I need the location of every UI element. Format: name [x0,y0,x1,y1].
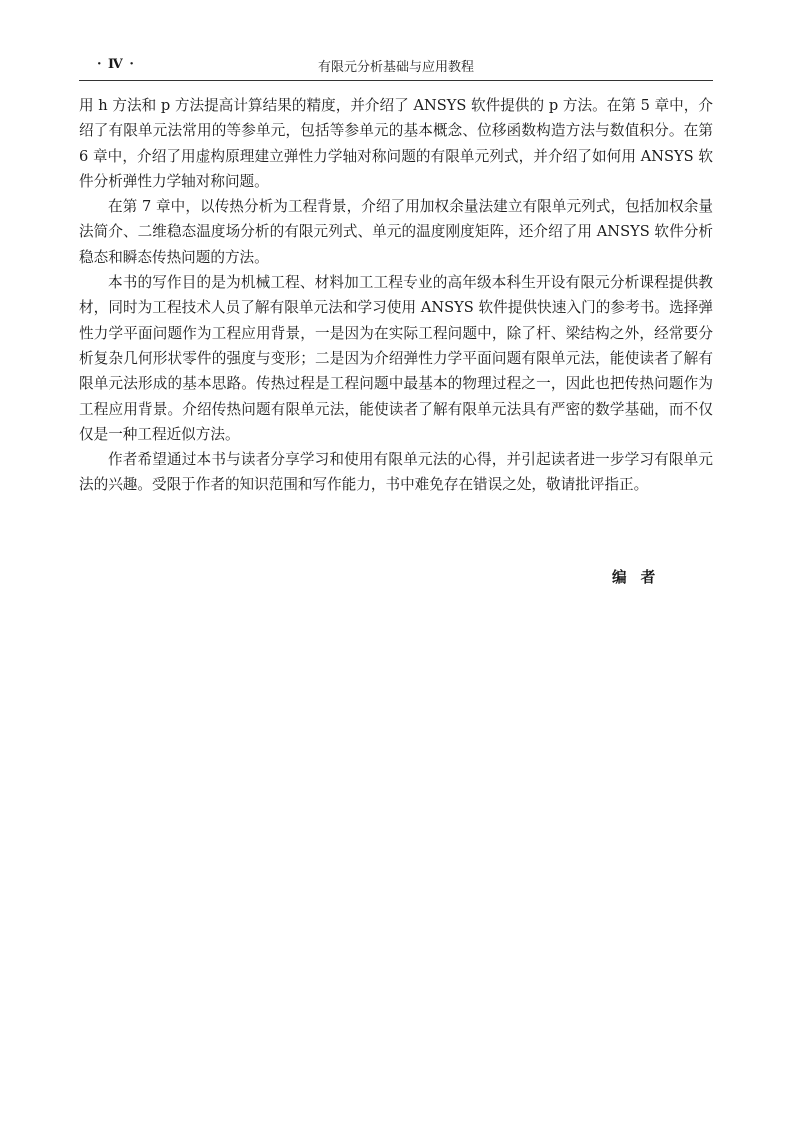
paragraph-purpose: 本书的写作目的是为机械工程、材料加工工程专业的高年级本科生开设有限元分析课程提供教材，同时为工程技术人员了解有限单元法和学习使用 ANSYS 软件提供快速入门的参考书。选择弹性力学平面问题作为工程应用背景，一是因为在实际工程问题中，除了杆、梁结构之外，经常要分析复杂几何形状零件的强度与变形；二是因为介绍弹性力学平面问题有限单元法，能使读者了解有限单元法形成的基本思路。传热过程是工程问题中最基本的物理过程之一，因此也把传热问题作为工程应用背景。介绍传热问题有限单元法，能使读者了解有限单元法具有严密的数学基础，而不仅仅是一种工程近似方法。 [79,274,713,443]
paragraph-continued: 用 h 方法和 p 方法提高计算结果的精度，并介绍了 ANSYS 软件提供的 p 方法。在第 5 章中，介绍了有限单元法常用的等参单元，包括等参单元的基本概念、位移函数构造方法与数值积分。在第 6 章中，介绍了用虚构原理建立弹性力学轴对称问题的有限单元列式，并介绍了如何用 ANSYS 软件分析弹性力学轴对称问题。 [79,97,713,190]
author-signature: 编者 [612,569,670,586]
page-number: · Ⅳ · [97,57,135,72]
paragraph-chapter-7: 在第 7 章中，以传热分析为工程背景，介绍了用加权余量法建立有限单元列式，包括加权余量法简介、二维稳态温度场分析的有限元列式、单元的温度刚度矩阵，还介绍了用 ANSYS 软件分析稳态和瞬态传热问题的方法。 [79,198,713,266]
body-text [79,93,713,498]
page-header [79,52,713,81]
running-title: 有限元分析基础与应用教程 [317,60,474,75]
paragraph-closing: 作者希望通过本书与读者分享学习和使用有限单元法的心得，并引起读者进一步学习有限单元法的兴趣。受限于作者的知识范围和写作能力，书中难免存在错误之处，敬请批评指正。 [79,451,713,494]
